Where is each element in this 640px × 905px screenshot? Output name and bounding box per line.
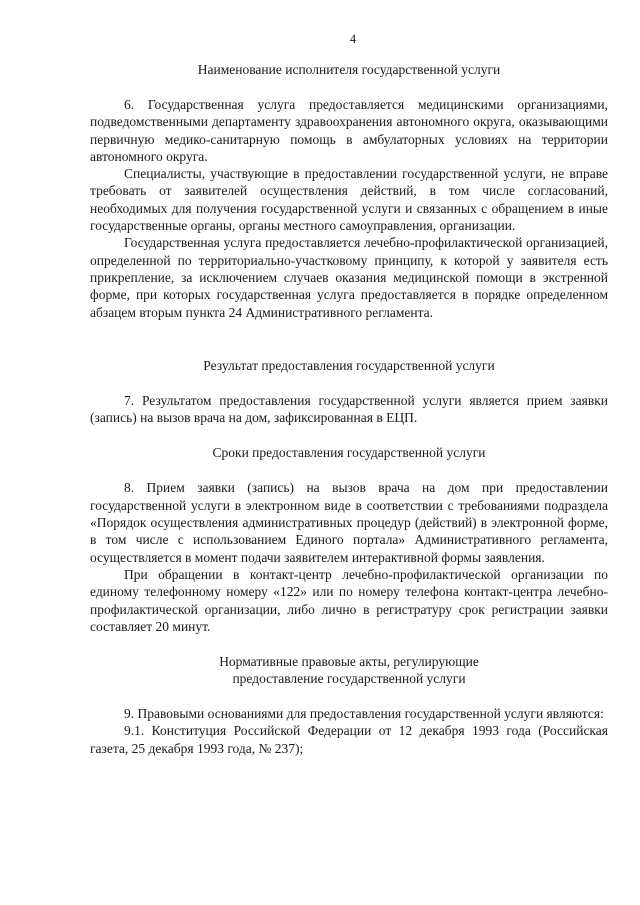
paragraph-specialists: Специалисты, участвующие в предоставлении государственной услуги, не вправе требовать от заявителей осуществления действий, в том числе согласований, необходимых для получения государственной услуги и связанных с обращением в иные государственные органы, органы местного самоуправления, организации. (90, 166, 608, 234)
paragraph-9-1: 9.1. Конституция Российской Федерации от 12 декабря 1993 года (Российская газета, 25 декабря 1993 года, № 237); (90, 723, 608, 756)
section-heading-result: Результат предоставления государственной услуги (203, 357, 495, 373)
paragraph-6: 6. Государственная услуга предоставляется медицинскими организациями, подведомственными департаменту здравоохранения автономного округа, оказывающими первичную медико-санитарную помощь в амбулаторных условиях на территории автономного округа. (90, 97, 608, 164)
paragraph-8: 8. Прием заявки (запись) на вызов врача на дом при предоставлении государственной услуги в электронном виде в соответствии с требованиями подраздела «Порядок осуществления административных процедур (действий) в электронной форме, в том числе с использованием Единого портала» Административного регламента, осуществляется в момент подачи заявителем интерактивной формы заявления. (90, 480, 608, 565)
section-heading-legal-acts-line1: Нормативные правовые акты, регулирующие (219, 654, 479, 670)
section-heading-executor: Наименование исполнителя государственной услуги (197, 62, 501, 77)
paragraph-contact-center: При обращении в контакт-центр лечебно-профилактической организации по единому телефонному номеру «122» или по номеру телефона контакт-центра лечебно-профилактической организации, либо лично в регистратуру срок регистрации заявки составляет 20 минут. (90, 566, 608, 634)
paragraph-7: 7. Результатом предоставления государственной услуги является прием заявки (запись) на вызов врача на дом, зафиксированная в ЕЦП. (90, 392, 608, 426)
paragraph-service-provider: Государственная услуга предоставляется лечебно-профилактической организацией, определенной по территориально-участковому принципу, к которой у заявителя есть прикрепление, за исключением случаев оказания медицинской помощи в экстренной форме, при которых государственная услуга предоставляется в порядке определенном абзацем вторым пункта 24 Административного регламента. (90, 235, 608, 320)
section-heading-legal-acts-line2: предоставление государственной услуги (232, 671, 466, 687)
page-number: 4 (349, 32, 357, 46)
paragraph-9: 9. Правовыми основаниями для предоставления государственной услуги являются: (124, 706, 604, 722)
section-heading-terms: Сроки предоставления государственной услуги (212, 445, 486, 461)
